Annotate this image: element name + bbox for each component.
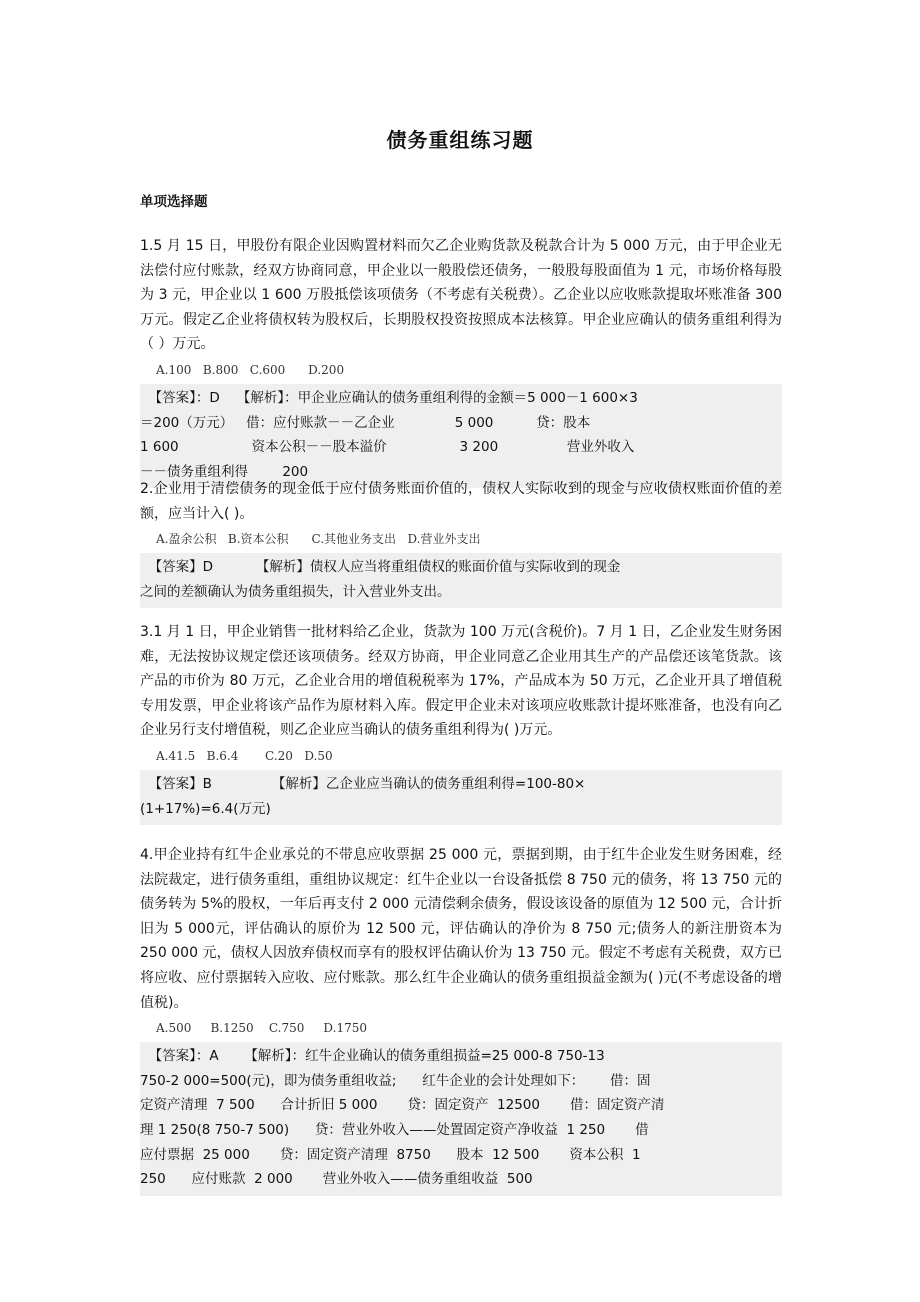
question-options: A.41.5 B.6.4 C.20 D.50 [156,748,333,763]
question-text: 4.甲企业持有红牛企业承兑的不带息应收票据 25 000 元，票据到期，由于红牛企业发生财务困难，经法院裁定，进行债务重组，重组协议规定：红牛企业以一台设备抵偿 8 750 元的债务，将 13 750 元的债务转为 5%的股权，一年后再支付 2 000 元清偿剩余债务，假设该设备的原值为 12 500 元，合计折旧为 5 000元，评估确认的原价为 12 500 元，评估确认的净价为 8 750 元;债务人的新注册资本为 250 000 元，债权人因放弃债权而享有的股权评估确认价为 13 750 元。假定不考虑有关税费，双方已将应收、应付票据转入应收、应付账款。那么红牛企业确认的债务重组损益金额为( )元(不考虑设备的增值税)。 [140,847,782,1011]
answer-line: 理 1 250(8 750-7 500) 贷：营业外收入——处置固定资产净收益 1 250 借 [140,1121,649,1138]
question-3 [140,620,782,825]
answer-line: 【答案】：D 【解析】：甲企业应确认的债务重组利得的金额＝5 000－1 600×3 [140,389,638,406]
answer-line: (1+17%)=6.4(万元) [140,800,271,817]
answer-line: 定资产清理 7 500 合计折旧 5 000 贷：固定资产 12500 借：固定资产清 [140,1097,665,1114]
question-options: A.100 B.800 C.600 D.200 [156,362,345,377]
answer-line: 【答案】B 【解析】乙企业应当确认的债务重组利得=100-80× [140,775,586,792]
answer-box [140,384,782,488]
section-heading: 单项选择题 [140,194,208,210]
question-2 [140,477,782,608]
answer-line: 【答案】D 【解析】债权人应当将重组债权的账面价值与实际收到的现金 [140,559,621,576]
answer-box [140,770,782,825]
answer-line: 【答案】：A 【解析】：红牛企业确认的债务重组损益=25 000-8 750-13 [140,1048,605,1065]
question-text: 1.5 月 15 日，甲股份有限企业因购置材料而欠乙企业购货款及税款合计为 5 000 万元，由于甲企业无法偿付应付账款，经双方协商同意，甲企业以一般股偿还债务，一般股每股面值为 1 元，市场价格每股为 3 元，甲企业以 1 600 万股抵偿该项债务（不考虑有关税费）。乙企业以应收账款提取坏账准备 300 万元。假定乙企业将债权转为股权后，长期股权投资按照成本法核算。甲企业应确认的债务重组利得为（ ）万元。 [140,238,782,353]
question-options: A.500 B.1250 C.750 D.1750 [156,1021,367,1036]
question-4 [140,843,782,1196]
question-options: A.盈余公积 B.资本公积 C.其他业务支出 D.营业外支出 [156,532,481,547]
answer-line: 之间的差额确认为债务重组损失，计入营业外支出。 [140,583,451,600]
answer-box [140,553,782,608]
answer-line: 750-2 000=500(元)，即为债务重组收益; 红牛企业的会计处理如下： 借：固 [140,1072,651,1089]
question-1 [140,234,782,488]
answer-line: 应付票据 25 000 贷：固定资产清理 8750 股本 12 500 资本公积 1 [140,1146,641,1163]
answer-box [140,1042,782,1196]
answer-line: 1 600 资本公积－－股本溢价 3 200 营业外收入 [140,439,635,456]
answer-line: ＝200（万元） 借：应付账款－－乙企业 5 000 贷：股本 [140,414,591,431]
answer-line: －－债务重组利得 200 [140,463,309,480]
question-text: 2.企业用于清偿债务的现金低于应付债务账面价值的，债权人实际收到的现金与应收债权账面价值的差额，应当计入( )。 [140,481,782,522]
page-title: 债务重组练习题 [386,128,534,152]
question-text: 3.1 月 1 日，甲企业销售一批材料给乙企业，货款为 100 万元(含税价)。7 月 1 日，乙企业发生财务困难，无法按协议规定偿还该项债务。经双方协商，甲企业同意乙企业用其生产的产品偿还该笔货款。该产品的市价为 80 万元，乙企业合用的增值税税率为 17%，产品成本为 50 万元，乙企业开具了增值税专用发票，甲企业将该产品作为原材料入库。假定甲企业未对该项应收账款计提坏账准备，也没有向乙企业另行支付增值税，则乙企业应当确认的债务重组利得为( )万元。 [140,624,782,739]
answer-line: 250 应付账款 2 000 营业外收入——债务重组收益 500 [140,1171,533,1188]
